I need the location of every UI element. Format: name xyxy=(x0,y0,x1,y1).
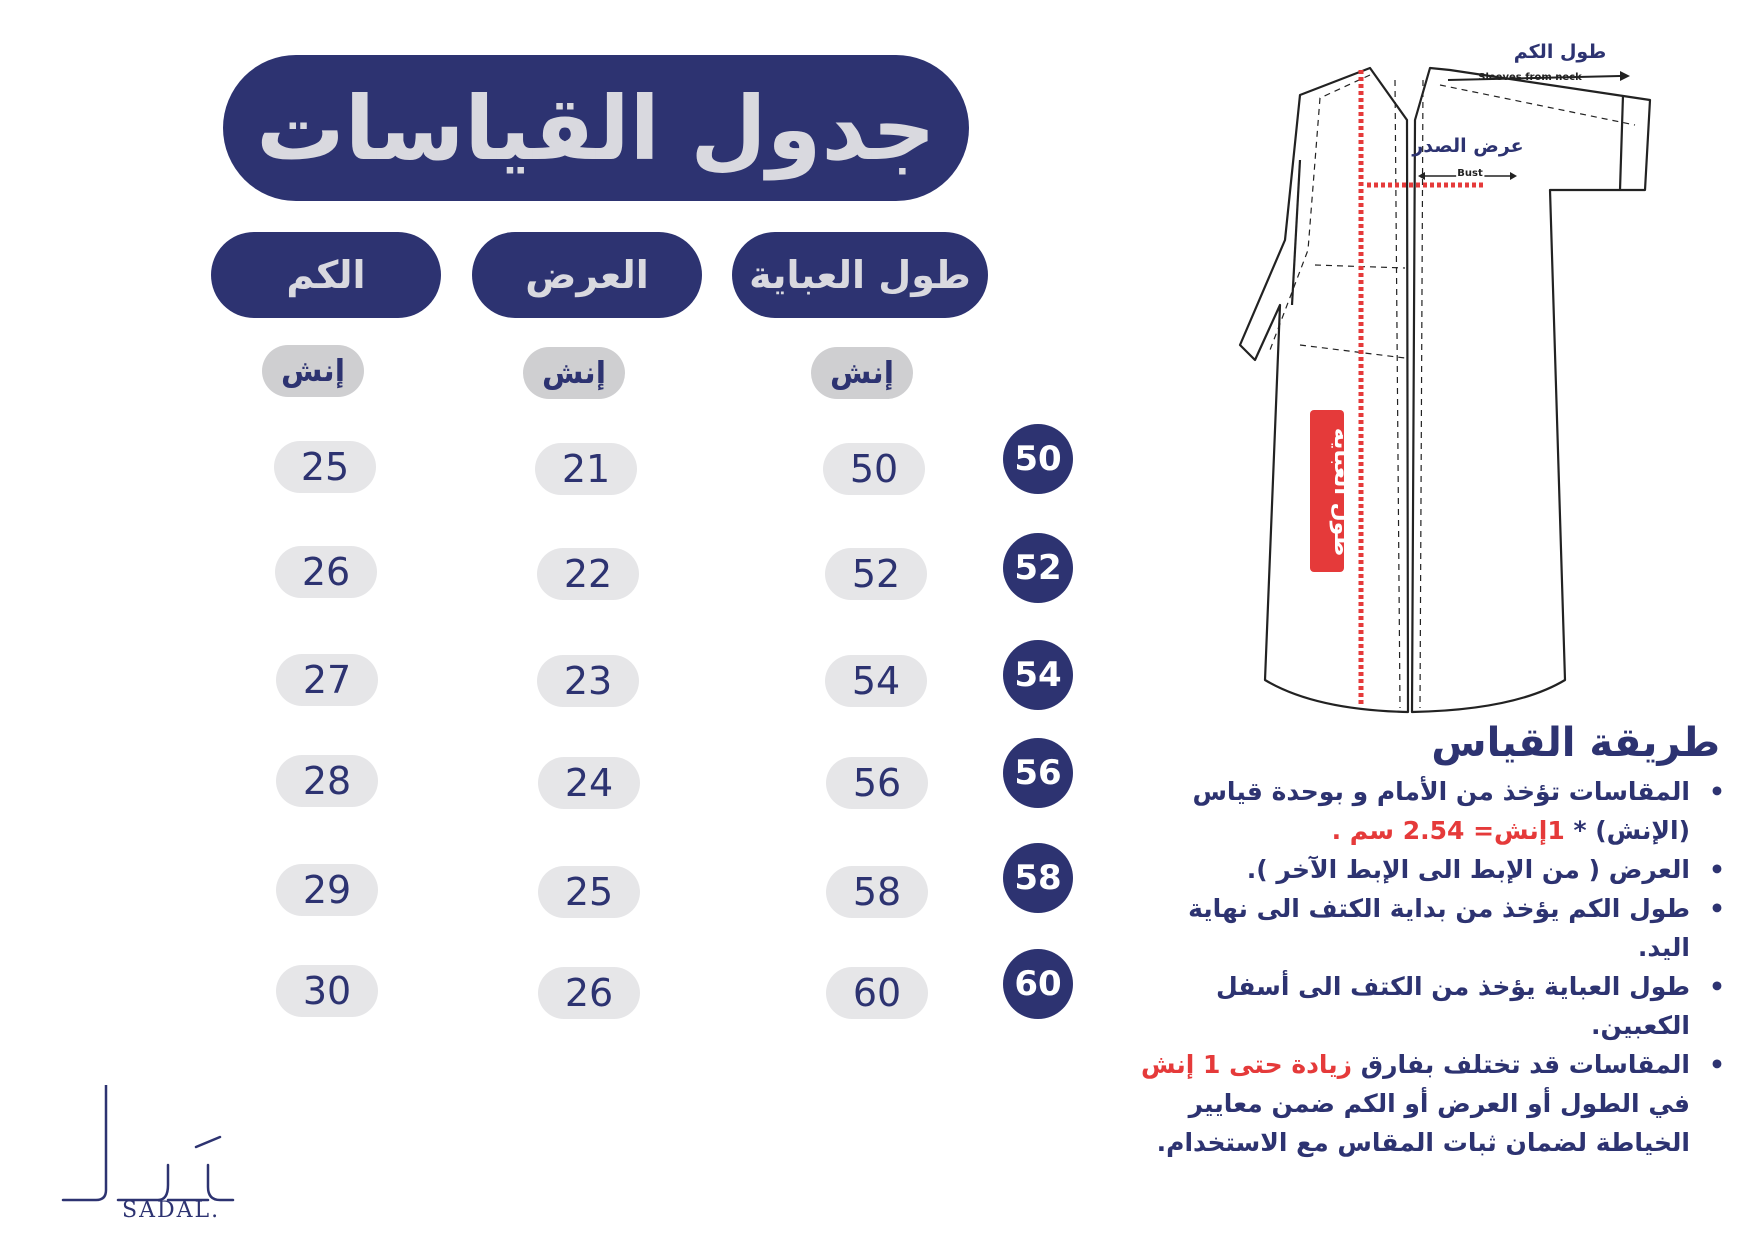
sleeve-label-en: Sleeves from neck xyxy=(1478,72,1582,83)
size-label: 52 xyxy=(1003,533,1073,603)
bust-label-ar: عرض الصدر xyxy=(1412,135,1524,157)
rule-item: • طول العباية يؤخذ من الكتف الى أسفل الكعبين. xyxy=(1130,967,1730,1045)
logo-latin: SADAL. xyxy=(122,1198,221,1220)
abaya-outline xyxy=(1240,68,1650,712)
rule-item xyxy=(1130,772,1730,850)
table-cell-sleeve: 25 xyxy=(274,441,376,493)
table-cell-sleeve: 30 xyxy=(276,965,378,1017)
table-cell-width: 21 xyxy=(535,443,637,495)
sleeve-label-ar: طول الكم xyxy=(1513,41,1607,63)
bust-label-en: Bust xyxy=(1457,168,1483,179)
page-title: جدول القياسات xyxy=(223,55,969,201)
table-cell-sleeve: 26 xyxy=(275,546,377,598)
unit-width: إنش xyxy=(523,347,625,399)
table-cell-sleeve: 28 xyxy=(276,755,378,807)
table-cell-width: 25 xyxy=(538,866,640,918)
method-rules xyxy=(1130,772,1730,1162)
table-cell-width: 24 xyxy=(538,757,640,809)
size-label: 50 xyxy=(1003,424,1073,494)
table-cell-sleeve: 27 xyxy=(276,654,378,706)
table-cell-length: 56 xyxy=(826,757,928,809)
rule-highlight: 1إنش= 2.54 سم . xyxy=(1331,816,1565,845)
size-label: 58 xyxy=(1003,843,1073,913)
header-length: طول العباية xyxy=(732,232,988,318)
table-cell-length: 58 xyxy=(826,866,928,918)
header-sleeve: الكم xyxy=(211,232,441,318)
size-label: 56 xyxy=(1003,738,1073,808)
rule-text: المقاسات قد تختلف بفارق xyxy=(1352,1050,1690,1079)
rule-item: • العرض ( من الإبط الى الإبط الآخر ). xyxy=(1130,850,1730,889)
size-label: 54 xyxy=(1003,640,1073,710)
table-cell-length: 54 xyxy=(825,655,927,707)
stitch-lines xyxy=(1270,75,1635,708)
unit-length: إنش xyxy=(811,347,913,399)
rule-text: المقاسات تؤخذ من الأمام و بوحدة قياس (الإنش) * xyxy=(1192,777,1690,845)
table-cell-width: 23 xyxy=(537,655,639,707)
length-label: طول العباية xyxy=(1329,427,1354,557)
header-width: العرض xyxy=(472,232,702,318)
table-cell-length: 50 xyxy=(823,443,925,495)
rule-item xyxy=(1130,1045,1730,1162)
unit-sleeve: إنش xyxy=(262,345,364,397)
rule-text: في الطول أو العرض أو الكم ضمن معايير الخياطة لضمان ثبات المقاس مع الاستخدام. xyxy=(1156,1089,1690,1157)
table-cell-length: 60 xyxy=(826,967,928,1019)
sadal-logo xyxy=(58,1085,238,1220)
measuring-method xyxy=(1130,720,1730,1162)
abaya-diagram xyxy=(1225,40,1685,730)
table-cell-length: 52 xyxy=(825,548,927,600)
size-label: 60 xyxy=(1003,949,1073,1019)
table-cell-width: 22 xyxy=(537,548,639,600)
table-cell-sleeve: 29 xyxy=(276,864,378,916)
table-cell-width: 26 xyxy=(538,967,640,1019)
method-title: طريقة القياس xyxy=(1431,720,1720,766)
rule-item: • طول الكم يؤخذ من بداية الكتف الى نهاية اليد. xyxy=(1130,889,1730,967)
rule-highlight: زيادة حتى 1 إنش xyxy=(1140,1050,1353,1079)
